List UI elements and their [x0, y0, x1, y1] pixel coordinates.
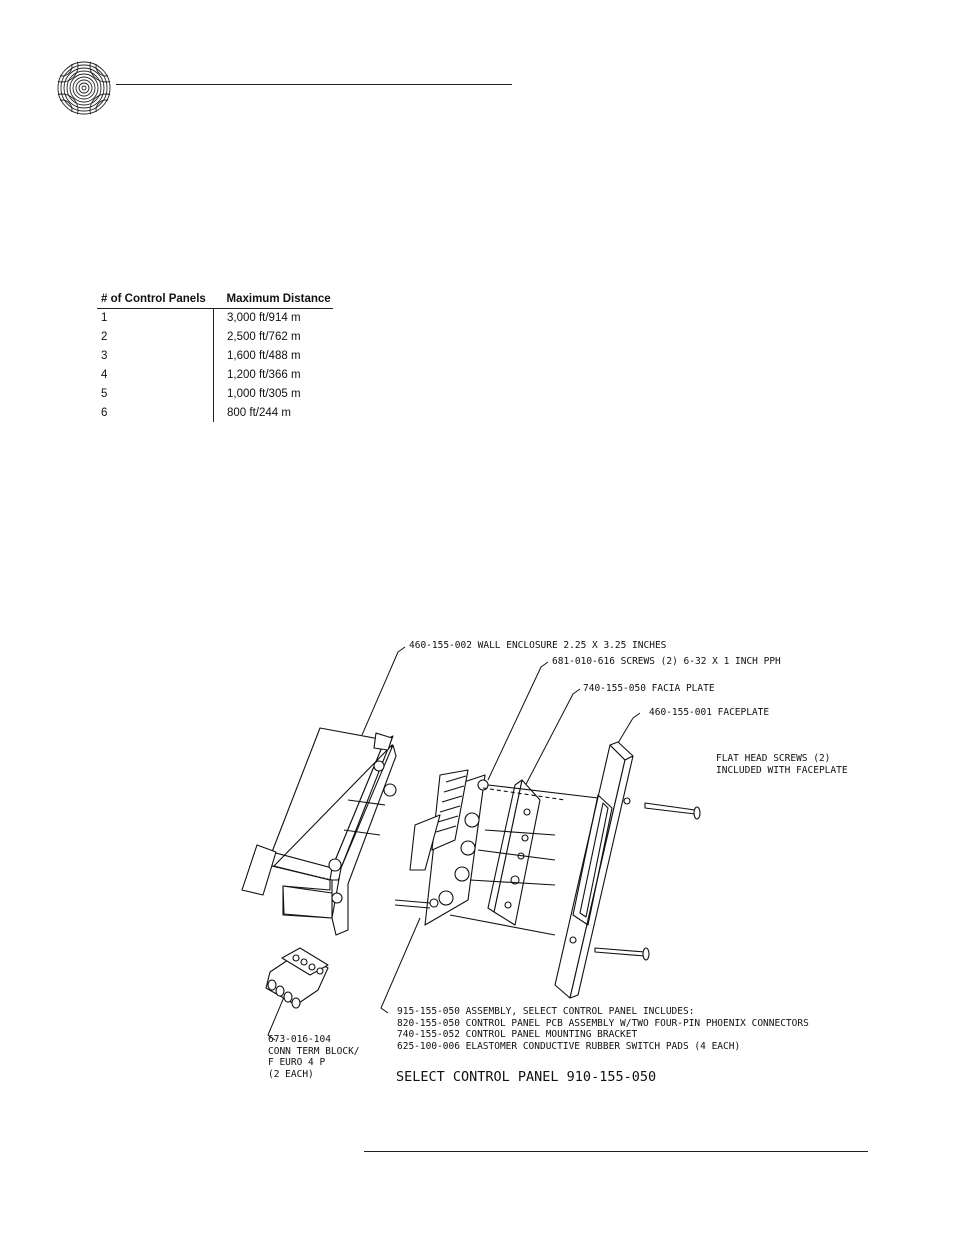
- header-rule: [116, 84, 512, 85]
- panel-count-cell: 6: [97, 403, 214, 422]
- callout-line: 820-155-050 CONTROL PANEL PCB ASSEMBLY W/TWO FOUR-PIN PHOENIX CONNECTORS: [397, 1017, 809, 1029]
- callout-line: F EURO 4 P: [268, 1057, 326, 1068]
- terminal-block-connector-part: [266, 948, 328, 1008]
- panel-count-cell: 5: [97, 385, 214, 404]
- max-distance-cell: 1,200 ft/366 m: [227, 369, 301, 382]
- panel-count-cell: 2: [97, 328, 214, 347]
- callout-assembly: [397, 1006, 809, 1052]
- table-row: [97, 328, 333, 347]
- panel-count-cell: 4: [97, 366, 214, 385]
- figure-caption: SELECT CONTROL PANEL 910-155-050: [396, 1069, 657, 1085]
- distance-table: [97, 291, 333, 422]
- max-distance-cell: 800 ft/244 m: [227, 406, 291, 419]
- callout-screws: 681-010-616 SCREWS (2) 6-32 X 1 INCH PPH: [552, 656, 781, 667]
- table-row: [97, 309, 333, 328]
- max-distance-cell: 2,500 ft/762 m: [227, 331, 301, 344]
- callout-flat-head-screws: [716, 753, 848, 776]
- panel-count-cell: 3: [97, 347, 214, 366]
- max-distance-cell: 1,600 ft/488 m: [227, 350, 301, 363]
- pcb-assembly-part: [395, 770, 488, 925]
- callout-line: CONN TERM BLOCK/: [268, 1045, 360, 1057]
- wall-enclosure-part: [242, 728, 396, 935]
- table-row: [97, 366, 333, 385]
- max-distance-cell: 1,000 ft/305 m: [227, 387, 301, 400]
- table-row: [97, 385, 333, 404]
- callout-line: 625-100-006 ELASTOMER CONDUCTIVE RUBBER SWITCH PADS (4 EACH): [397, 1040, 741, 1052]
- callout-terminal-block: [268, 1034, 360, 1080]
- panel-count-cell: 1: [97, 309, 214, 328]
- column-header-panels: # of Control Panels: [97, 291, 214, 309]
- callout-line: (2 EACH): [268, 1068, 314, 1080]
- callout-line: FLAT HEAD SCREWS (2): [716, 753, 831, 764]
- callout-wall-enclosure: 460-155-002 WALL ENCLOSURE 2.25 X 3.25 INCHES: [409, 640, 667, 651]
- callout-line: 673-016-104: [268, 1034, 331, 1045]
- callout-facia-plate: 740-155-050 FACIA PLATE: [583, 683, 715, 694]
- footer-rule: [364, 1151, 868, 1152]
- callout-line: INCLUDED WITH FACEPLATE: [716, 764, 848, 776]
- concentric-circles-logo-icon: [56, 60, 112, 116]
- table-row: [97, 347, 333, 366]
- callout-faceplate: 460-155-001 FACEPLATE: [649, 707, 770, 718]
- column-header-distance: Maximum Distance: [214, 291, 334, 309]
- callout-line: 740-155-052 CONTROL PANEL MOUNTING BRACKET: [397, 1029, 638, 1040]
- table-row: [97, 403, 333, 422]
- table-header-row: [97, 291, 333, 309]
- faceplate-part: [555, 742, 633, 998]
- callout-line: 915-155-050 ASSEMBLY, SELECT CONTROL PANEL INCLUDES:: [397, 1006, 695, 1017]
- max-distance-cell: 3,000 ft/914 m: [227, 312, 301, 325]
